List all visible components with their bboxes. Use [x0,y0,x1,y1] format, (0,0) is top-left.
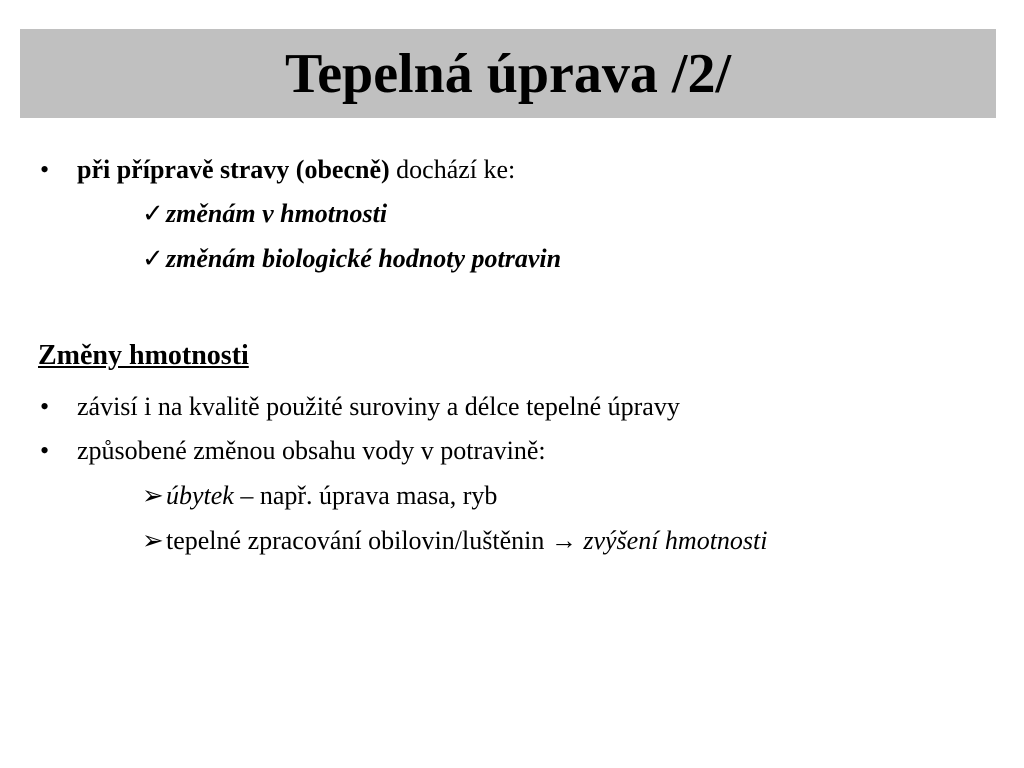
bullet-icon: • [40,155,50,184]
check-item [142,199,387,229]
bullet-icon: • [40,392,50,421]
bullet-icon: • [40,436,50,465]
slide-title: Tepelná úprava /2/ [284,42,732,105]
check-item-text: změnám biologické hodnoty potravin [166,244,562,273]
arrow-item-text: – např. úprava masa, ryb [233,481,498,510]
arrow-icon: ➢ [142,526,164,555]
title-bar [20,29,996,118]
section-heading: Změny hmotnosti [38,340,249,371]
bullet-text: způsobené změnou obsahu vody v potravině: [77,436,546,465]
arrow-icon: ➢ [142,481,164,510]
bullet-text: závisí i na kvalitě použité suroviny a délce tepelné úpravy [77,392,680,421]
arrow-item-italic: zvýšení hmotnosti [583,526,768,555]
intro-text [77,155,515,185]
checkmark-icon: ✓ [142,244,164,273]
arrow-item-italic: úbytek [166,481,234,510]
check-item-text: změnám v hmotnosti [166,199,388,228]
arrow-item-text: tepelné zpracování obilovin/luštěnin → [166,526,584,555]
intro-bold: při přípravě stravy (obecně) [77,155,390,184]
arrow-item [142,481,497,511]
checkmark-icon: ✓ [142,199,164,228]
check-item [142,244,561,274]
intro-rest: dochází ke: [389,155,516,184]
arrow-item [142,526,768,556]
